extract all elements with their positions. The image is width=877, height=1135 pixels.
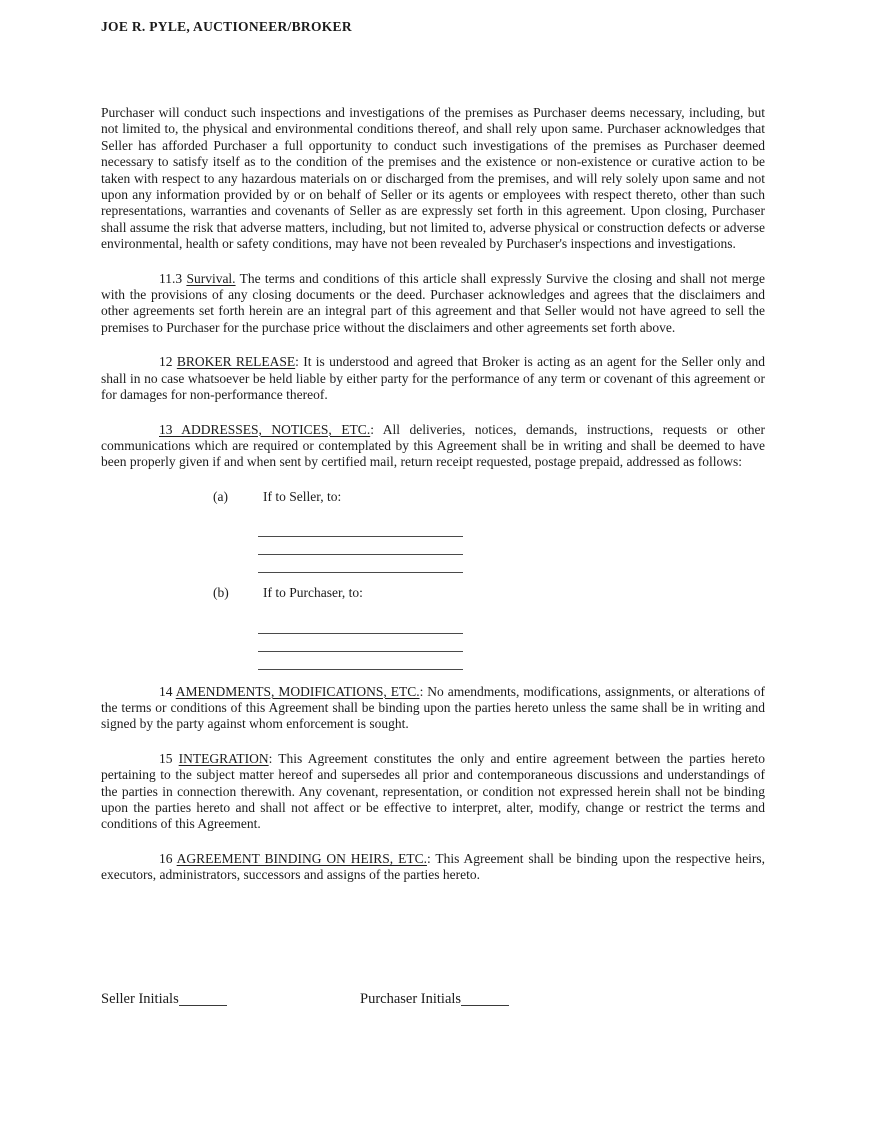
notice-seller-text: If to Seller, to: bbox=[263, 488, 342, 504]
paragraph-broker-release bbox=[101, 354, 765, 403]
paragraph-heirs bbox=[101, 851, 765, 884]
purchaser-initials-label: Purchaser Initials bbox=[360, 990, 462, 1007]
purchaser-initials bbox=[360, 990, 509, 1009]
notice-purchaser-text: If to Purchaser, to: bbox=[263, 585, 363, 601]
paragraph-amendments bbox=[101, 684, 765, 733]
notice-address-purchaser bbox=[101, 585, 765, 669]
notice-purchaser-blanks bbox=[258, 616, 463, 670]
notice-seller-label: (a) bbox=[213, 488, 228, 504]
paragraph-survival-heading: Survival. bbox=[186, 270, 236, 286]
paragraph-addresses-notices-text: : All deliveries, notices, demands, instructions, requests or other communications which are required or contemplated by this Agreement shall be in writing and shall be deemed to have been properly given if and when sent by certified mail, return receipt requested, postage prepaid, addressed as follows: bbox=[101, 421, 765, 470]
paragraph-inspections bbox=[101, 105, 765, 253]
paragraph-survival bbox=[101, 271, 765, 337]
paragraph-amendments-heading: AMENDMENTS, MODIFICATIONS, ETC. bbox=[175, 683, 420, 699]
paragraph-broker-release-heading: BROKER RELEASE bbox=[176, 354, 296, 370]
initials-footer bbox=[101, 990, 765, 1012]
paragraph-integration bbox=[101, 751, 765, 833]
paragraph-integration-number: 15 bbox=[159, 750, 179, 766]
notice-seller-row bbox=[101, 489, 765, 505]
paragraph-broker-release-number: 12 bbox=[159, 354, 177, 370]
paragraph-integration-text: : This Agreement constitutes the only and entire agreement between the parties hereto pertaining to the subject matter hereof and supersedes all prior and contemporaneous discussions and understandings of the parties in connection therewith. Any covenant, representation, or condition not expressed herein shall not be binding upon the parties hereto and shall not affect or be effective to interpret, alter, modify, change or restrict the terms and conditions of this Agreement. bbox=[101, 750, 766, 832]
paragraph-heirs-text: : This Agreement shall be binding upon the respective heirs, executors, administrators, successors and assigns of the parties hereto. bbox=[101, 850, 765, 883]
address-blank-line bbox=[258, 616, 463, 634]
paragraph-heirs-number: 16 bbox=[159, 850, 177, 866]
paragraph-survival-text: The terms and conditions of this article shall expressly Survive the closing and shall not merge with the provisions of any closing documents or the deed. Purchaser acknowledges and agrees that the disclaimers and other agreements set forth herein are an integral part of this agreement and that Seller would not have agreed to sell the premises to Purchaser for the purchase price without the disclaimers and other agreements set forth above. bbox=[101, 270, 766, 335]
notice-purchaser-label: (b) bbox=[213, 585, 229, 601]
paragraph-amendments-text: : No amendments, modifications, assignments, or alterations of the terms or conditions of this Agreement shall be binding upon the parties hereto unless the same shall be in writing and signed by the party against whom enforcement is sought. bbox=[101, 683, 765, 732]
address-blank-line bbox=[258, 519, 463, 537]
paragraph-broker-release-text: : It is understood and agreed that Broker is acting as an agent for the Seller only and shall in no case whatsoever be held liable by either party for the performance of any term or covenant of this agreement or for damages for non-performance thereof. bbox=[101, 354, 765, 403]
paragraph-survival-number: 11.3 bbox=[159, 270, 187, 286]
address-blank-line bbox=[258, 652, 463, 670]
purchaser-initials-blank-line bbox=[461, 991, 509, 1006]
paragraph-integration-heading: INTEGRATION bbox=[178, 750, 269, 766]
address-blank-line bbox=[258, 537, 463, 555]
paragraph-heirs-heading: AGREEMENT BINDING ON HEIRS, ETC. bbox=[176, 850, 427, 866]
address-blank-line bbox=[258, 634, 463, 652]
seller-initials bbox=[101, 990, 227, 1009]
seller-initials-label: Seller Initials bbox=[101, 990, 179, 1007]
paragraph-addresses-notices bbox=[101, 422, 765, 471]
notice-address-seller bbox=[101, 489, 765, 573]
letterhead-title: JOE R. PYLE, AUCTIONEER/BROKER bbox=[101, 19, 352, 34]
address-blank-line bbox=[258, 555, 463, 573]
paragraph-amendments-number: 14 bbox=[159, 683, 176, 699]
paragraph-addresses-notices-heading: 13 ADDRESSES, NOTICES, ETC. bbox=[159, 421, 371, 437]
notice-seller-blanks bbox=[258, 519, 463, 573]
document-body bbox=[101, 105, 765, 1012]
paragraph-inspections-text: Purchaser will conduct such inspections and investigations of the premises as Purchaser deems necessary, including, but not limited to, the physical and environmental conditions thereof, and shall rely upon same. Purchaser acknowledges that Seller has afforded Purchaser a full opportunity to conduct such investigations of the premises as Purchaser deemed necessary to satisfy itself as to the condition of the premises and the existence or non-existence or curative action to be taken with respect to any hazardous materials on or discharged from the premises, and will rely solely upon same and not upon any information provided by or on behalf of Seller or its agents or employees with respect thereto, other than such representations, warranties and covenants of Seller as are expressly set forth in this agreement. Upon closing, Purchaser shall assume the risk that adverse matters, including, but not limited to, adverse physical or construction defects or adverse environmental, health or safety conditions, may have not been revealed by Purchaser's inspections and investigations. bbox=[101, 105, 765, 252]
seller-initials-blank-line bbox=[179, 991, 227, 1006]
notice-purchaser-row bbox=[101, 585, 765, 601]
